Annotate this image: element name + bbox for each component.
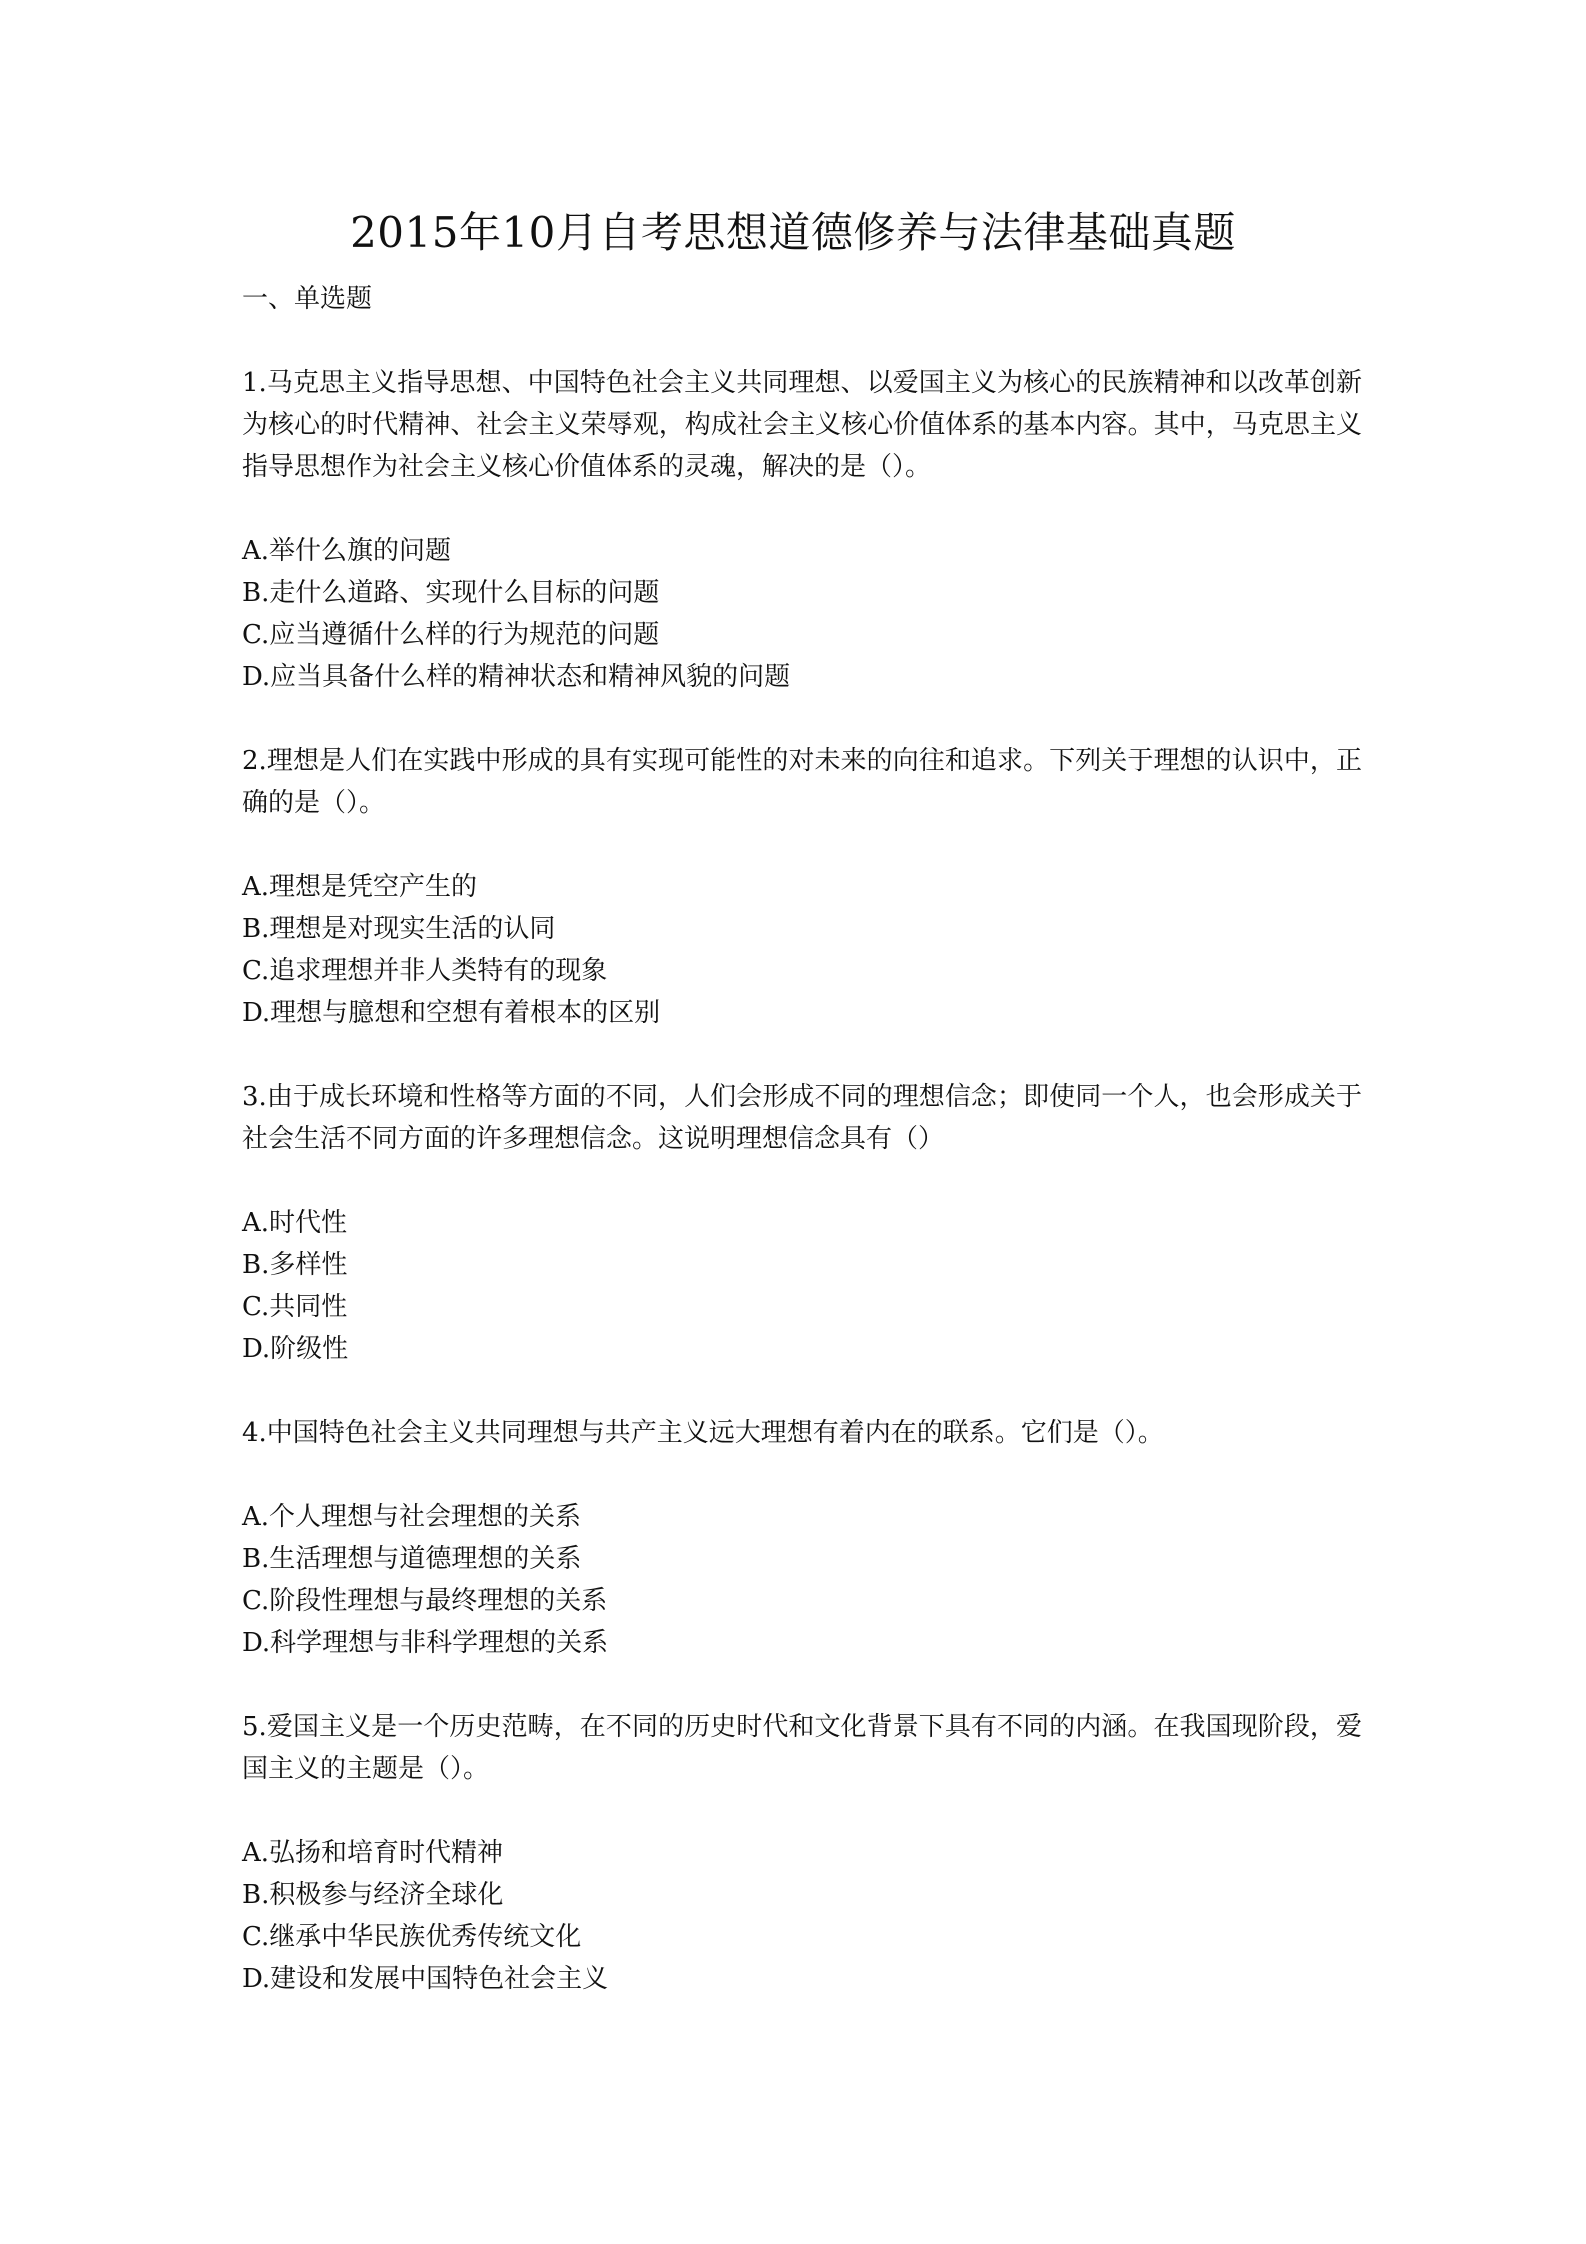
question-stem: 5.爱国主义是一个历史范畴，在不同的历史时代和文化背景下具有不同的内涵。在我国现阶段，爱国主义的主题是（）。 (242, 1712, 1362, 1784)
option-d: D.科学理想与非科学理想的关系 (242, 1628, 609, 1658)
document-body (242, 278, 1362, 2000)
option-a: A.时代性 (242, 1208, 348, 1238)
option-d: D.建设和发展中国特色社会主义 (242, 1964, 609, 1994)
option-list (242, 1832, 1362, 2000)
option-list (242, 1496, 1362, 1664)
option-c: C.应当遵循什么样的行为规范的问题 (242, 620, 660, 650)
option-b: B.走什么道路、实现什么目标的问题 (242, 578, 660, 608)
option-a: A.个人理想与社会理想的关系 (242, 1502, 582, 1532)
option-list (242, 866, 1362, 1034)
option-c: C.追求理想并非人类特有的现象 (242, 956, 608, 986)
question-2 (242, 740, 1362, 1034)
option-a: A.举什么旗的问题 (242, 536, 452, 566)
option-d: D.应当具备什么样的精神状态和精神风貌的问题 (242, 662, 791, 692)
option-d: D.阶级性 (242, 1334, 349, 1364)
question-4 (242, 1412, 1362, 1664)
question-stem: 4.中国特色社会主义共同理想与共产主义远大理想有着内在的联系。它们是（）。 (242, 1418, 1164, 1448)
option-c: C.继承中华民族优秀传统文化 (242, 1922, 582, 1952)
question-stem: 1.马克思主义指导思想、中国特色社会主义共同理想、以爱国主义为核心的民族精神和以改革创新为核心的时代精神、社会主义荣辱观，构成社会主义核心价值体系的基本内容。其中，马克思主义指导思想作为社会主义核心价值体系的灵魂，解决的是（）。 (242, 368, 1362, 482)
section-heading: 一、单选题 (242, 284, 373, 314)
option-b: B.理想是对现实生活的认同 (242, 914, 556, 944)
option-a: A.弘扬和培育时代精神 (242, 1838, 504, 1868)
question-stem: 2.理想是人们在实践中形成的具有实现可能性的对未来的向往和追求。下列关于理想的认识中，正确的是（）。 (242, 746, 1362, 818)
option-a: A.理想是凭空产生的 (242, 872, 478, 902)
option-b: B.多样性 (242, 1250, 348, 1280)
option-c: C.共同性 (242, 1292, 348, 1322)
option-d: D.理想与臆想和空想有着根本的区别 (242, 998, 661, 1028)
option-b: B.积极参与经济全球化 (242, 1880, 504, 1910)
option-list (242, 1202, 1362, 1370)
question-1 (242, 362, 1362, 698)
document-title: 2015年10月自考思想道德修养与法律基础真题 (350, 208, 1236, 257)
question-3 (242, 1076, 1362, 1370)
question-stem: 3.由于成长环境和性格等方面的不同，人们会形成不同的理想信念；即使同一个人，也会形成关于社会生活不同方面的许多理想信念。这说明理想信念具有（） (242, 1082, 1362, 1154)
option-b: B.生活理想与道德理想的关系 (242, 1544, 582, 1574)
option-c: C.阶段性理想与最终理想的关系 (242, 1586, 608, 1616)
question-5 (242, 1706, 1362, 2000)
option-list (242, 530, 1362, 698)
